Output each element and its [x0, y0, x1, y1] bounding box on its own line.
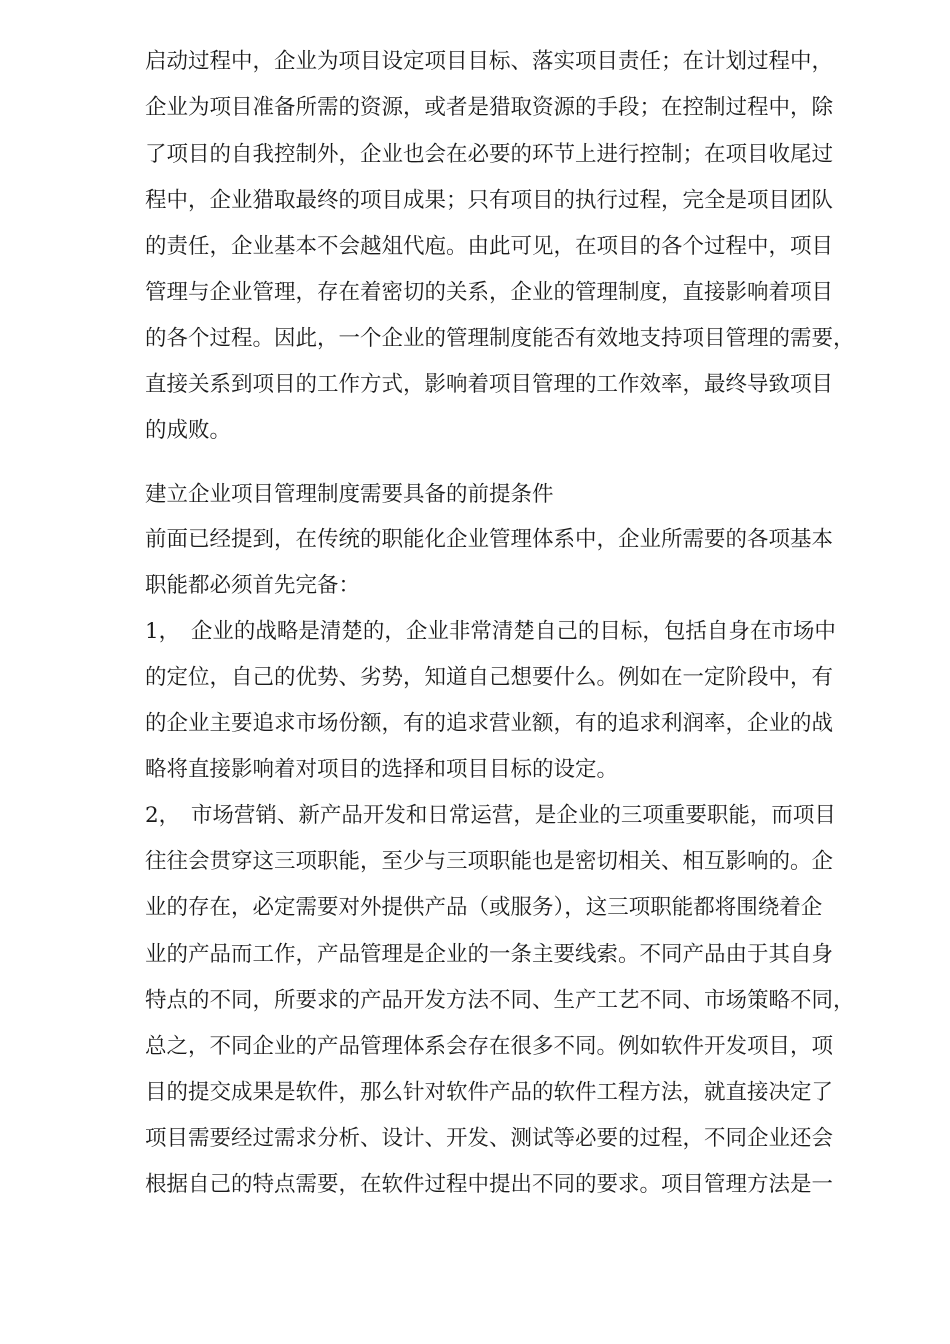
- text-line: 根据自己的特点需要，在软件过程中提出不同的要求。项目管理方法是一: [145, 1172, 834, 1197]
- text-line: 项目需要经过需求分析、设计、开发、测试等必要的过程，不同企业还会: [145, 1126, 834, 1151]
- text-line: 的定位，自己的优势、劣势，知道自己想要什么。例如在一定阶段中，有: [145, 665, 834, 690]
- text-line: 企业为项目准备所需的资源，或者是猎取资源的手段；在控制过程中，除: [145, 95, 834, 120]
- section-heading: 建立企业项目管理制度需要具备的前提条件: [145, 482, 554, 507]
- text-line: 管理与企业管理，存在着密切的关系，企业的管理制度，直接影响着项目: [145, 280, 834, 305]
- text-line: 的成败。: [145, 418, 232, 443]
- list-item-1-line: 1， 企业的战略是清楚的，企业非常清楚自己的目标，包括自身在市场中: [145, 619, 836, 644]
- list-item-2-line: 2， 市场营销、新产品开发和日常运营，是企业的三项重要职能，而项目: [145, 803, 836, 828]
- text-line: 的各个过程。因此，一个企业的管理制度能否有效地支持项目管理的需要，: [145, 326, 855, 351]
- text-line: 特点的不同，所要求的产品开发方法不同、生产工艺不同、市场策略不同，: [145, 988, 855, 1013]
- text-line: 的责任，企业基本不会越俎代庖。由此可见，在项目的各个过程中，项目: [145, 234, 834, 259]
- text-line: 目的提交成果是软件，那么针对软件产品的软件工程方法，就直接决定了: [145, 1080, 834, 1105]
- text-line: 的企业主要追求市场份额，有的追求营业额，有的追求利润率，企业的战: [145, 711, 834, 736]
- text-line: 启动过程中，企业为项目设定项目目标、落实项目责任；在计划过程中，: [145, 49, 834, 74]
- text-line: 业的产品而工作，产品管理是企业的一条主要线索。不同产品由于其自身: [145, 942, 834, 967]
- text-line: 略将直接影响着对项目的选择和项目目标的设定。: [145, 757, 619, 782]
- text-line: 职能都必须首先完备：: [145, 573, 361, 598]
- text-line: 总之，不同企业的产品管理体系会存在很多不同。例如软件开发项目，项: [145, 1034, 834, 1059]
- text-line: 直接关系到项目的工作方式，影响着项目管理的工作效率，最终导致项目: [145, 372, 834, 397]
- text-line: 程中，企业猎取最终的项目成果；只有项目的执行过程，完全是项目团队: [145, 188, 834, 213]
- text-line: 前面已经提到，在传统的职能化企业管理体系中，企业所需要的各项基本: [145, 527, 834, 552]
- text-line: 业的存在，必定需要对外提供产品（或服务），这三项职能都将围绕着企: [145, 895, 823, 920]
- text-line: 往往会贯穿这三项职能，至少与三项职能也是密切相关、相互影响的。企: [145, 849, 834, 874]
- text-line: 了项目的自我控制外，企业也会在必要的环节上进行控制；在项目收尾过: [145, 142, 834, 167]
